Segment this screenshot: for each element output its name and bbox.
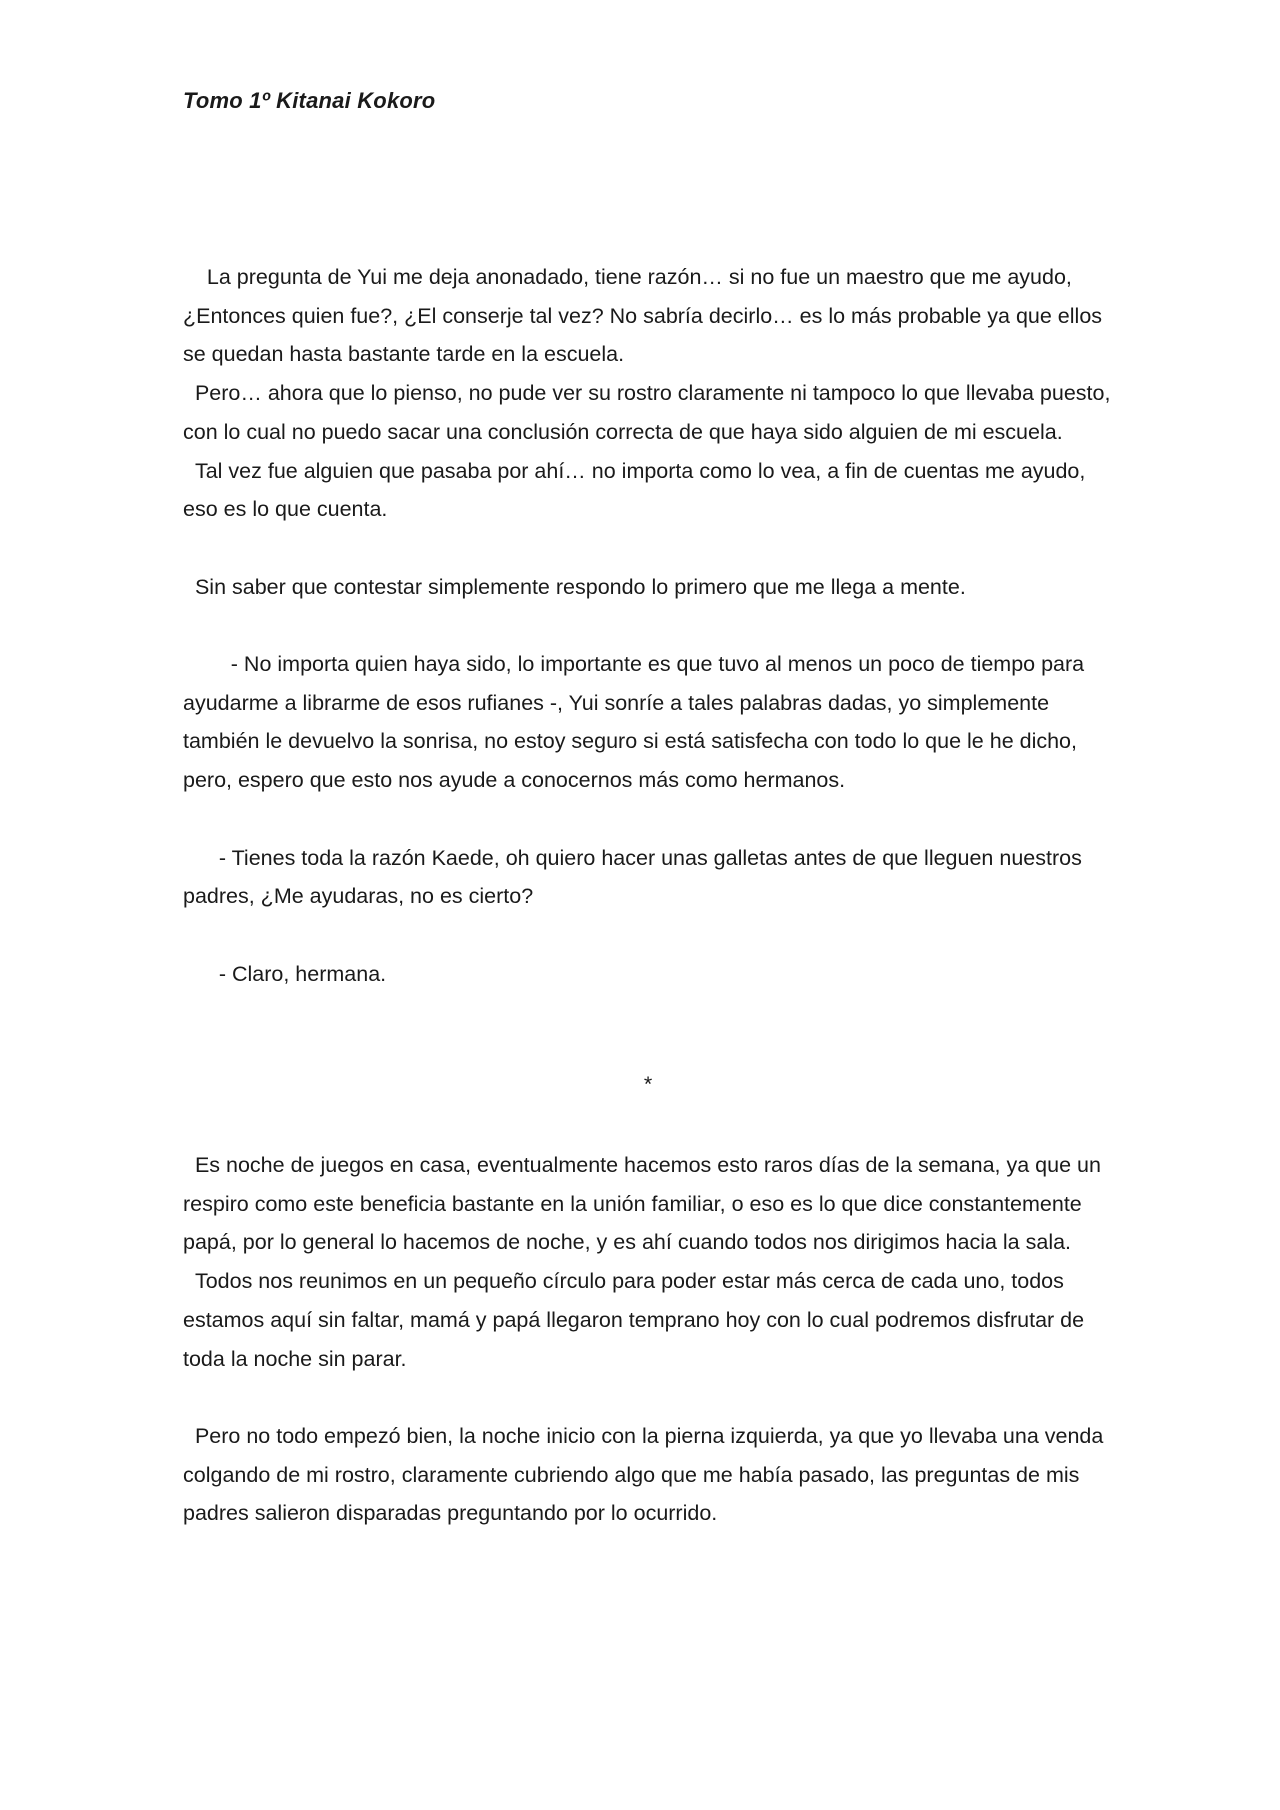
blank-line: [183, 916, 1113, 955]
paragraph-6: - Tienes toda la razón Kaede, oh quiero hacer unas galletas antes de que lleguen nuestros padres, ¿Me ayudaras, no es cierto?: [183, 845, 1088, 909]
blank-line: [183, 606, 1113, 645]
paragraph-2: Pero… ahora que lo pienso, no pude ver su rostro claramente ni tampoco lo que llevaba puesto, con lo cual no puedo sacar una conclusión correcta de que haya sido alguien de mi escuela.: [183, 381, 1117, 444]
paragraph-9: Todos nos reunimos en un pequeño círculo para poder estar más cerca de cada uno, todos estamos aquí sin faltar, mamá y papá llegaron temprano hoy con lo cual podremos disfrutar de toda la noche sin parar.: [183, 1269, 1091, 1371]
blank-line: [183, 800, 1113, 839]
blank-line: [183, 993, 1113, 1065]
page-header-title: Tomo 1º Kitanai Kokoro: [183, 88, 436, 113]
blank-line: [183, 1104, 1113, 1146]
paragraph-10: Pero no todo empezó bien, la noche inicio con la pierna izquierda, ya que yo llevaba una venda colgando de mi rostro, claramente cubriendo algo que me había pasado, las preguntas de mis padres salieron disparadas preguntando por lo ocurrido.: [183, 1423, 1110, 1526]
paragraph-4: Sin saber que contestar simplemente respondo lo primero que me llega a mente.: [183, 574, 966, 599]
paragraph-8: Es noche de juegos en casa, eventualmente hacemos esto raros días de la semana, ya que un respiro como este beneficia bastante en la unión familiar, o eso es lo que dice constantemente papá, por lo general lo hacemos de noche, y es ahí cuando todos nos dirigimos hacia la sala.: [183, 1153, 1107, 1255]
section-separator: *: [643, 1072, 653, 1097]
blank-line: [183, 1378, 1113, 1417]
blank-line: [183, 529, 1113, 568]
paragraph-5: - No importa quien haya sido, lo importante es que tuvo al menos un poco de tiempo para ayudarme a librarme de esos rufianes -, Yui sonríe a tales palabras dadas, yo simplemente también le devuelvo la sonrisa, no estoy seguro si está satisfecha con todo lo que le he dicho, pero, espero que esto nos ayude a conocernos más como hermanos.: [183, 652, 1091, 793]
paragraph-3: Tal vez fue alguien que pasaba por ahí… no importa como lo vea, a fin de cuentas me ayudo, eso es lo que cuenta.: [183, 458, 1092, 522]
paragraph-7: - Claro, hermana.: [183, 961, 387, 986]
document-body: [183, 258, 1117, 1533]
paragraph-1: La pregunta de Yui me deja anonadado, tiene razón… si no fue un maestro que me ayudo, ¿Entonces quien fue?, ¿El conserje tal vez? No sabría decirlo… es lo más probable ya que ellos se quedan hasta bastante tarde en la escuela.: [183, 265, 1109, 367]
